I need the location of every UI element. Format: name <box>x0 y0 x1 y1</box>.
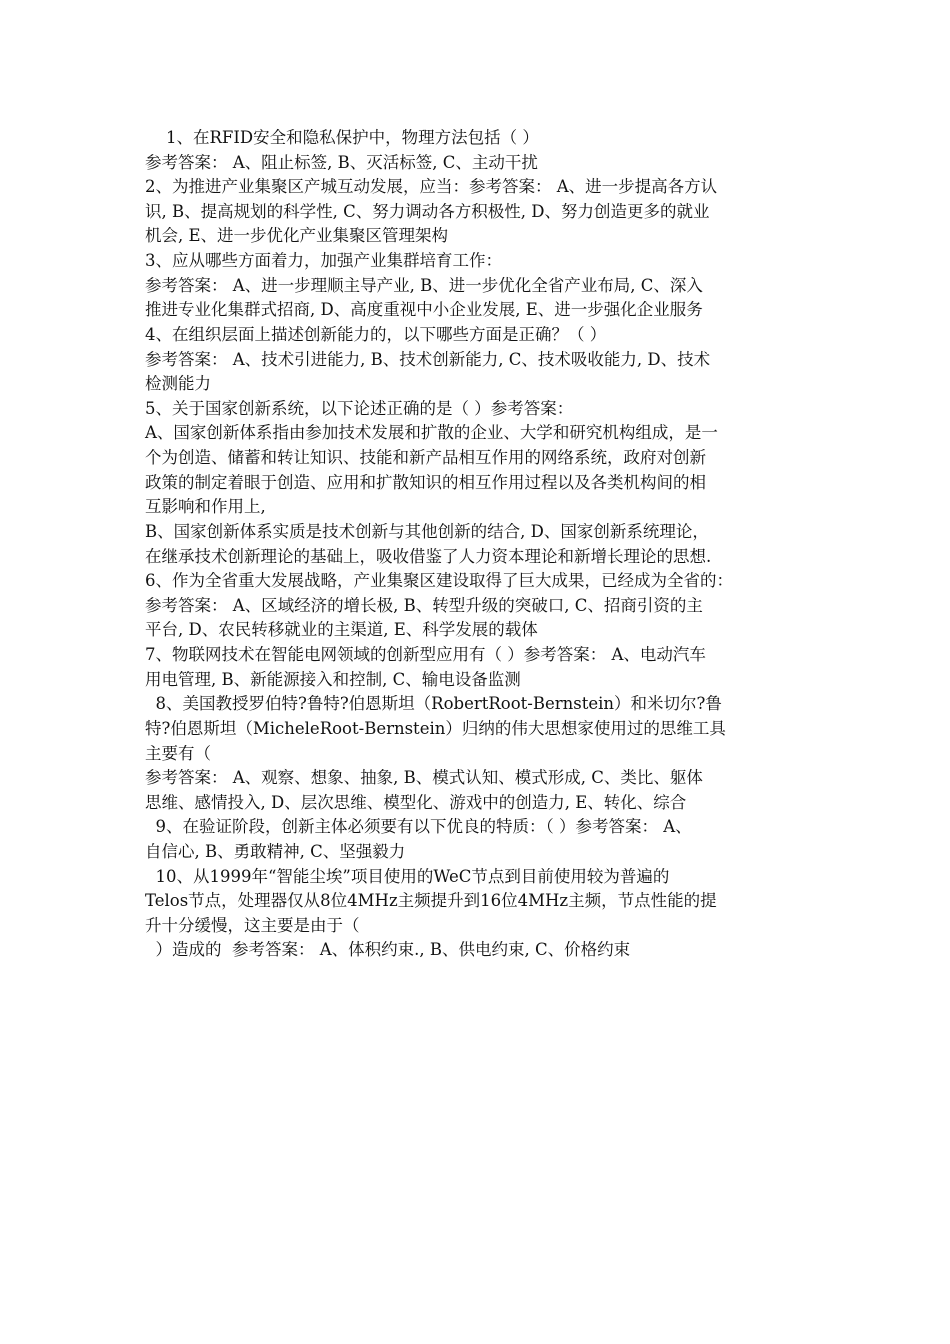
text-line: 升十分缓慢，这主要是由于（ <box>145 915 360 935</box>
text-line: 识, B、提高规划的科学性, C、努力调动各方积极性, D、努力创造更多的就业 <box>145 201 710 221</box>
text-line: Telos节点，处理器仅从8位4MHz主频提升到16位4MHz主频，节点性能的提 <box>145 891 717 911</box>
text-line: 1、在RFID安全和隐私保护中，物理方法包括（ ） <box>145 128 539 147</box>
text-line: 在继承技术创新理论的基础上，吸收借鉴了人力资本理论和新增长理论的思想. <box>145 546 712 566</box>
text-line: 自信心, B、勇敢精神, C、坚强毅力 <box>145 841 406 861</box>
text-line: 3、应从哪些方面着力，加强产业集群培育工作： <box>145 251 502 271</box>
text-line: A、国家创新体系指由参加技术发展和扩散的企业、大学和研究机构组成，是一 <box>145 423 718 443</box>
text-line: B、国家创新体系实质是技术创新与其他创新的结合, D、国家创新系统理论， <box>145 521 709 541</box>
text-line: 平台, D、农民转移就业的主渠道, E、科学发展的载体 <box>145 620 538 640</box>
text-line: 7、物联网技术在智能电网领域的创新型应用有（ ）参考答案： A、电动汽车 <box>145 645 706 665</box>
text-line: 互影响和作用上, <box>145 497 266 517</box>
text-line: 检测能力 <box>145 374 211 394</box>
text-line: 用电管理, B、新能源接入和控制, C、输电设备监测 <box>145 669 521 689</box>
text-line: 参考答案： A、阻止标签, B、灭活标签, C、主动干扰 <box>145 152 538 172</box>
text-line: 9、在验证阶段，创新主体必须要有以下优良的特质：（ ）参考答案： A、 <box>145 817 692 837</box>
text-line: 6、作为全省重大发展战略，产业集聚区建设取得了巨大成果，已经成为全省的： <box>145 571 733 591</box>
text-line: 个为创造、储蓄和转让知识、技能和新产品相互作用的网络系统，政府对创新 <box>145 448 706 468</box>
text-line: 机会, E、进一步优化产业集聚区管理架构 <box>145 226 449 246</box>
text-line: 思维、感情投入, D、层次思维、模型化、游戏中的创造力, E、转化、综合 <box>145 792 687 812</box>
text-line: 推进专业化集群式招商, D、高度重视中小企业发展, E、进一步强化企业服务 <box>145 300 703 320</box>
text-line: 5、关于国家创新系统，以下论述正确的是（ ）参考答案： <box>145 398 574 418</box>
text-line: 2、为推进产业集聚区产城互动发展，应当：参考答案： A、进一步提高各方认 <box>145 177 718 197</box>
text-line: 特?伯恩斯坦（MicheleRoot-Bernstein）归纳的伟大思想家使用过的思维工具 <box>145 718 726 738</box>
text-line: 参考答案： A、区域经济的增长极, B、转型升级的突破口, C、招商引资的主 <box>145 595 703 615</box>
text-line: 参考答案： A、技术引进能力, B、技术创新能力, C、技术吸收能力, D、技术 <box>145 349 711 369</box>
text-line: 政策的制定着眼于创造、应用和扩散知识的相互作用过程以及各类机构间的相 <box>145 472 706 492</box>
text-line: ）造成的 参考答案： A、体积约束., B、供电约束, C、价格约束 <box>145 940 631 960</box>
text-line: 10、从1999年“智能尘埃”项目使用的WeC节点到目前使用较为普遍的 <box>145 866 670 886</box>
text-line: 4、在组织层面上描述创新能力的，以下哪些方面是正确？（ ） <box>145 324 607 344</box>
text-line: 参考答案： A、进一步理顺主导产业, B、进一步优化全省产业布局, C、深入 <box>145 275 703 295</box>
text-line: 参考答案： A、观察、想象、抽象, B、模式认知、模式形成, C、类比、躯体 <box>145 768 703 788</box>
text-line: 主要有（ <box>145 743 211 763</box>
text-line: 8、美国教授罗伯特?鲁特?伯恩斯坦（RobertRoot-Bernstein）和米切尔?鲁 <box>145 694 722 714</box>
